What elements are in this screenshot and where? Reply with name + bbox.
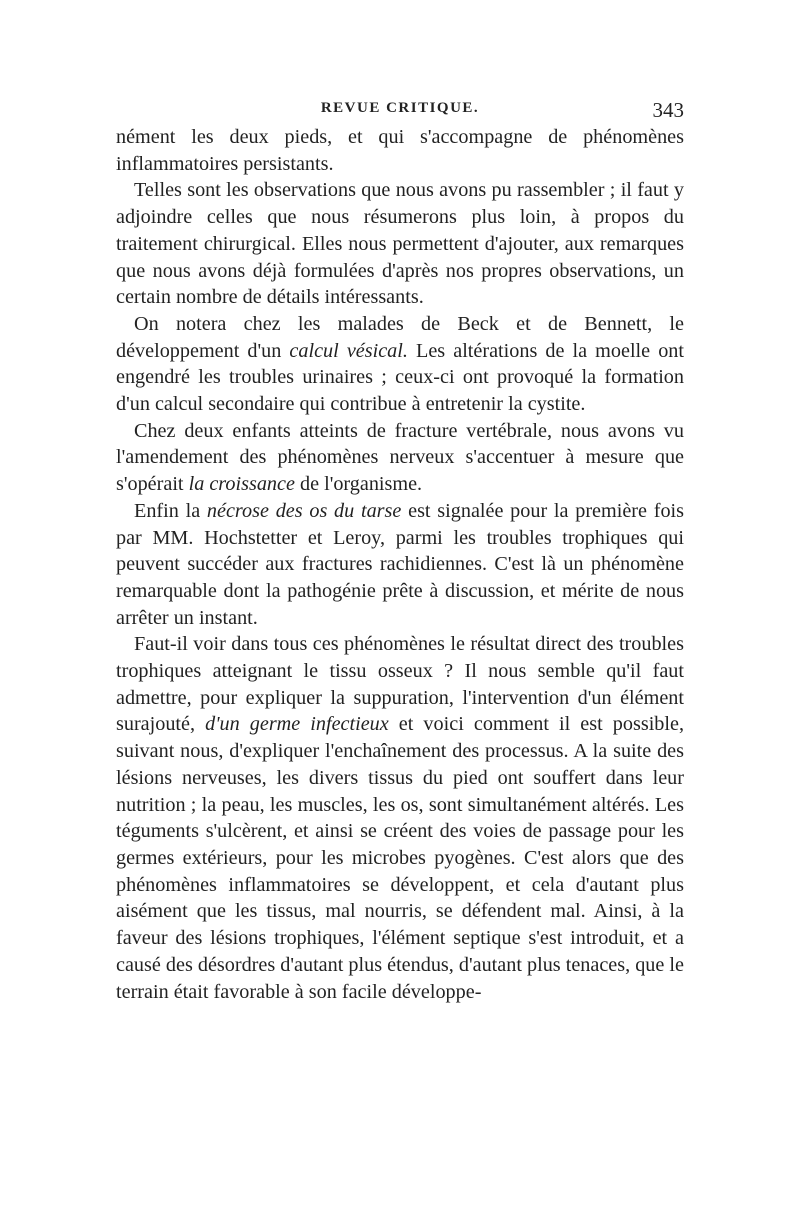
paragraph-text: On notera chez les malades de Beck et de Bennett, le développement d'un: [116, 312, 684, 362]
paragraph: Telles sont les observations que nous avons pu rassembler ; il faut y adjoindre celles que nous résumerons plus loin, à propos du traitement chirurgical. Elles nous permettent d'ajouter, aux remarques que nous avons déjà formulées d'après nos propres observations, un certain nombre de détails intéressants.: [116, 179, 684, 309]
italic-text: d'un germe infectieux: [205, 713, 389, 736]
paragraph-text: Les altérations de la moelle ont engendré les troubles urinaires ; ceux-ci ont provoqué la formation d'un calcul secondaire qui contribue à entretenir la cystite.: [116, 339, 684, 416]
paragraph-text: est signalée pour la première fois par MM. Hochstetter et Leroy, parmi les troubles trophiques qui peuvent succéder aux fractures rachidiennes. C'est là un phénomène remarquable dont la pathogénie prête à discussion, et mérite de nous arrêter un instant.: [116, 499, 685, 629]
paragraph: [116, 631, 684, 1005]
paragraph: [116, 311, 684, 418]
page-number: 343: [652, 98, 684, 122]
running-title: REVUE CRITIQUE.: [320, 100, 480, 116]
body-text: [116, 124, 684, 1005]
paragraph-continuation: nément les deux pieds, et qui s'accompagne de phénomènes inflammatoires persistants.: [116, 126, 684, 175]
italic-text: la croissance: [188, 473, 295, 496]
paragraph-text: de l'organisme.: [294, 473, 423, 496]
paragraph-text: Chez deux enfants atteints de fracture vertébrale, nous avons vu l'amendement des phénomènes nerveux s'accentuer à mesure que s'opérait: [116, 419, 684, 496]
italic-text: nécrose des os du tarse: [206, 499, 402, 522]
paragraph-text: Faut-il voir dans tous ces phénomènes le résultat direct des troubles trophiques atteignant le tissu osseux ? Il nous semble qu'il faut admettre, pour expliquer la suppuration, l'intervention d'un élément surajouté,: [116, 633, 684, 736]
italic-text: calcul vésical.: [289, 339, 408, 362]
paragraph-text: Enfin la: [134, 499, 207, 522]
paragraph-text: et voici comment il est possible, suivant nous, d'expliquer l'enchaînement des processus. A la suite des lésions nerveuses, les divers tissus du pied ont souffert dans leur nutrition ; la peau, les muscles, les os, sont simultanément altérés. Les téguments s'ulcèrent, et ainsi se créent des voies de passage pour les germes extérieurs, pour les microbes pyogènes. C'est alors que des phénomènes inflammatoires se développent, et cela d'autant plus aisément que les tissus, mal nourris, se défendent mal. Ainsi, à la faveur des lésions trophiques, l'élément septique s'est introduit, et a causé des désordres d'autant plus étendus, d'autant plus tenaces, que le terrain était favorable à son facile développe-: [116, 713, 685, 1003]
paragraph: [116, 498, 684, 632]
paragraph: [116, 418, 684, 498]
